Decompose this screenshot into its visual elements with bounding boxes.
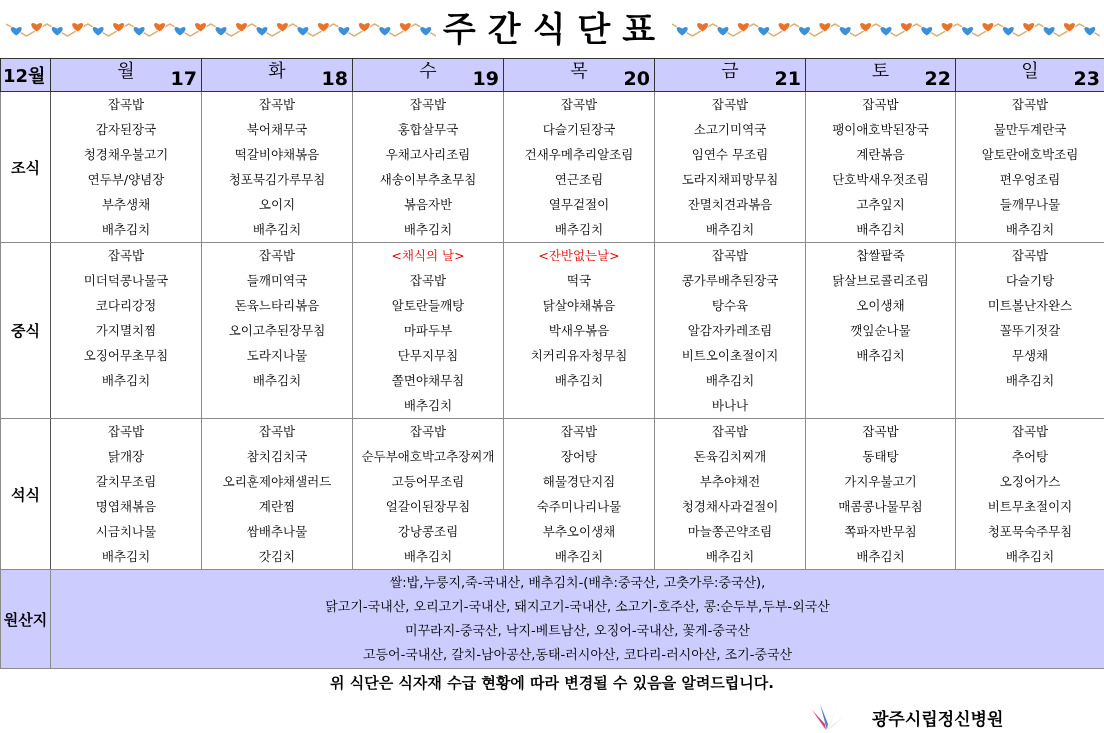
heart-icon	[1023, 23, 1035, 32]
menu-item: 오징어가스	[999, 474, 1061, 489]
menu-item: 부추오이생채	[542, 524, 616, 539]
heart-icon	[72, 23, 84, 32]
heart-icon	[113, 23, 125, 32]
day-date: 21	[774, 68, 801, 90]
menu-cell	[655, 419, 806, 570]
menu-item: 잡곡밥	[1011, 248, 1049, 263]
menu-item: 배추김치	[403, 222, 453, 237]
menu-item: 배추김치	[252, 373, 302, 388]
menu-item: 치커리유자청무침	[530, 348, 628, 363]
meal-row	[1, 243, 1104, 419]
menu-item: 깻잎순나물	[850, 323, 911, 338]
heart-icon	[338, 27, 350, 36]
menu-cell	[202, 92, 353, 243]
title-area	[0, 0, 1104, 58]
heart-icon	[195, 23, 207, 32]
menu-item: 잡곡밥	[107, 248, 145, 263]
menu-item: 명엽채볶음	[95, 499, 157, 514]
menu-item: 잡곡밥	[711, 248, 749, 263]
menu-item: 떡국	[566, 273, 592, 288]
heart-icon	[697, 23, 709, 32]
heart-icon	[1084, 27, 1096, 36]
menu-item: 강낭콩조림	[397, 524, 459, 539]
menu-item: 홍합살무국	[397, 122, 459, 137]
day-date: 19	[472, 68, 499, 90]
menu-item: <잔반없는날>	[538, 248, 620, 263]
menu-item: 계란찜	[258, 499, 296, 514]
heart-icon	[921, 27, 933, 36]
heart-icon	[860, 23, 872, 32]
menu-cell	[956, 243, 1104, 419]
menu-item: 미트볼난자완스	[987, 298, 1073, 313]
menu-item: 콩가루배추된장국	[681, 273, 779, 288]
day-name: 일	[1021, 61, 1039, 82]
menu-item: 들깨미역국	[246, 273, 308, 288]
menu-item: 북어채무국	[246, 122, 308, 137]
menu-item: 비트무초절이지	[987, 499, 1073, 514]
day-header	[51, 59, 202, 92]
heart-icon	[174, 27, 186, 36]
heart-icon	[297, 27, 309, 36]
menu-cell	[51, 243, 202, 419]
heart-icon	[236, 23, 248, 32]
menu-item: 임연수 무조림	[691, 147, 769, 162]
menu-item: 동태탕	[862, 449, 899, 464]
menu-item: 잡곡밥	[107, 424, 145, 439]
menu-item: 알토란들깨탕	[391, 298, 465, 313]
menu-item: 청경채사과겉절이	[681, 499, 779, 514]
menu-item: 장어탕	[560, 449, 598, 464]
menu-item: 코다리강정	[95, 298, 157, 313]
menu-item: 잡곡밥	[258, 97, 296, 112]
heart-icon	[215, 27, 227, 36]
menu-item: 소고기미역국	[693, 122, 767, 137]
menu-item: 배추김치	[856, 222, 905, 237]
menu-item: 미더덕콩나물국	[83, 273, 169, 288]
meal-label: 중식	[1, 243, 51, 419]
menu-item: 잡곡밥	[258, 424, 296, 439]
menu-cell	[655, 92, 806, 243]
day-date: 20	[623, 68, 650, 90]
origin-label: 원산지	[1, 570, 51, 669]
menu-cell	[956, 419, 1104, 570]
menu-item: 배추김치	[1005, 373, 1055, 388]
menu-item: 연근조림	[554, 172, 604, 187]
menu-item: 잡곡밥	[1011, 97, 1049, 112]
day-name: 목	[570, 61, 588, 82]
menu-cell	[504, 243, 655, 419]
heart-icon	[379, 27, 391, 36]
menu-item: 돈육느타리볶음	[234, 298, 320, 313]
menu-item: 청포묵김가루무침	[228, 172, 326, 187]
menu-item: 배추김치	[554, 373, 604, 388]
heart-icon	[982, 23, 994, 32]
menu-item: 청포묵숙주무침	[987, 524, 1073, 539]
menu-cell	[353, 92, 504, 243]
menu-item: 잡곡밥	[862, 97, 899, 112]
heart-icon	[277, 23, 289, 32]
menu-item: 배추김치	[101, 222, 151, 237]
day-header	[353, 59, 504, 92]
menu-cell	[353, 419, 504, 570]
heart-icon	[399, 23, 411, 32]
heart-icon	[819, 23, 831, 32]
menu-item: 볶음자반	[403, 197, 453, 212]
menu-item: 배추김치	[252, 222, 302, 237]
heart-icon	[1002, 27, 1014, 36]
menu-cell	[956, 92, 1104, 243]
menu-item: 고추잎지	[856, 197, 905, 212]
menu-item: 잡곡밥	[711, 424, 749, 439]
menu-item: 바나나	[711, 398, 749, 413]
menu-item: 단호박새우젓조림	[832, 172, 929, 187]
menu-item: 배추김치	[856, 348, 905, 363]
meal-row	[1, 92, 1104, 243]
menu-item: 잡곡밥	[1011, 424, 1049, 439]
menu-item: 얼갈이된장무침	[385, 499, 471, 514]
menu-item: 오징어무초무침	[83, 348, 169, 363]
menu-item: 배추김치	[554, 549, 604, 564]
day-header	[504, 59, 655, 92]
menu-cell	[806, 92, 956, 243]
menu-item: 찹쌀팥죽	[856, 248, 905, 263]
menu-item: 순두부애호박고추장찌개	[361, 449, 495, 464]
menu-cell	[353, 243, 504, 419]
menu-item: 다슬기탕	[1005, 273, 1055, 288]
meal-row	[1, 419, 1104, 570]
heart-icon	[92, 27, 104, 36]
menu-item: 배추김치	[856, 549, 905, 564]
notice-text: 위 식단은 식자재 수급 현황에 따라 변경될 수 있음을 알려드립니다.	[330, 674, 774, 692]
origin-text	[51, 570, 1104, 669]
menu-item: 연두부/양념장	[87, 172, 165, 187]
menu-item: 잡곡밥	[107, 97, 145, 112]
origin-line: 닭고기-국내산, 오리고기-국내산, 돼지고기-국내산, 소고기-호주산, 콩:순두부,두부-외국산	[325, 600, 830, 615]
menu-item: 가지우불고기	[844, 474, 917, 489]
menu-item: 알감자카레조림	[687, 323, 773, 338]
origin-line: 쌀:밥,누룽지,죽-국내산, 배추김치-(배추:중국산, 고춧가루:중국산),	[389, 576, 766, 591]
heart-icon	[880, 27, 892, 36]
day-name: 수	[419, 61, 437, 82]
menu-item: 열무겉절이	[548, 197, 610, 212]
menu-item: 팽이애호박된장국	[832, 122, 929, 137]
menu-item: 오이고추된장무침	[228, 323, 326, 338]
menu-item: 편우엉조림	[999, 172, 1061, 187]
day-date: 17	[170, 68, 197, 90]
menu-item: 쌈배추나물	[246, 524, 308, 539]
menu-item: 시금치나물	[95, 524, 157, 539]
menu-cell	[202, 243, 353, 419]
day-name: 토	[871, 61, 890, 82]
heart-icon	[358, 23, 370, 32]
menu-item: 닭개장	[107, 449, 145, 464]
menu-cell	[202, 419, 353, 570]
menu-item: 배추김치	[705, 222, 755, 237]
heart-icon	[941, 23, 953, 32]
menu-table	[0, 58, 1104, 669]
menu-item: 박새우볶음	[548, 323, 610, 338]
menu-item: 물만두계란국	[993, 122, 1067, 137]
menu-item: 해물경단지짐	[542, 474, 616, 489]
menu-item: 매콤콩나물무침	[838, 499, 923, 514]
menu-item: 잡곡밥	[862, 424, 899, 439]
menu-item: 청경채우불고기	[83, 147, 169, 162]
menu-item: 떡갈비야채볶음	[234, 147, 320, 162]
menu-item: 잡곡밥	[560, 97, 598, 112]
menu-item: 참치김치국	[246, 449, 308, 464]
menu-item: 단무지무침	[397, 348, 459, 363]
meal-label: 석식	[1, 419, 51, 570]
menu-item: 갈치무조림	[95, 474, 157, 489]
menu-item: 마파두부	[403, 323, 453, 338]
day-header	[202, 59, 353, 92]
menu-item: 부추생채	[101, 197, 151, 212]
day-header	[655, 59, 806, 92]
menu-item: 갓김치	[258, 549, 296, 564]
heart-icon	[51, 27, 63, 36]
menu-cell	[806, 419, 956, 570]
heart-icon	[717, 27, 729, 36]
heart-icon	[962, 27, 974, 36]
menu-cell	[51, 419, 202, 570]
menu-item: 들깨무나물	[999, 197, 1061, 212]
menu-item: 잡곡밥	[560, 424, 598, 439]
menu-cell	[504, 92, 655, 243]
menu-item: 배추김치	[403, 398, 453, 413]
menu-item: 부추야채전	[699, 474, 761, 489]
heart-icon	[900, 23, 912, 32]
menu-item: 오이지	[258, 197, 296, 212]
menu-item: 도라지나물	[246, 348, 308, 363]
menu-item: 잡곡밥	[711, 97, 749, 112]
heart-icon	[31, 23, 43, 32]
menu-item: 고등어무조림	[391, 474, 465, 489]
heart-icon	[154, 23, 166, 32]
menu-item: 알토란애호박조림	[981, 147, 1079, 162]
heart-icon	[799, 27, 811, 36]
day-header	[806, 59, 956, 92]
menu-item: 잡곡밥	[409, 97, 447, 112]
heart-garland-right-icon	[672, 10, 1100, 50]
page-title: 주간식단표	[442, 10, 668, 50]
menu-item: 우채고사리조림	[385, 147, 471, 162]
menu-item: 닭살야채볶음	[542, 298, 616, 313]
heart-garland-left-icon	[6, 10, 436, 50]
menu-cell	[51, 92, 202, 243]
menu-item: 잡곡밥	[409, 273, 447, 288]
heart-icon	[1043, 27, 1055, 36]
menu-item: 가지멸치찜	[95, 323, 157, 338]
day-date: 18	[321, 68, 348, 90]
menu-item: 새송이부추초무침	[379, 172, 477, 187]
menu-item: 쪽파자반무침	[844, 524, 917, 539]
menu-item: 추어탕	[1011, 449, 1049, 464]
origin-row	[1, 570, 1104, 669]
menu-item: 돈육김치찌개	[693, 449, 767, 464]
hospital-name: 광주시립정신병원	[872, 710, 1004, 730]
menu-item: 잡곡밥	[409, 424, 447, 439]
menu-item: 배추김치	[554, 222, 604, 237]
menu-item: 다슬기된장국	[542, 122, 616, 137]
menu-item: 숙주미나리나물	[536, 499, 622, 514]
menu-item: 건새우메추리알조림	[524, 147, 634, 162]
menu-item: 무생채	[1011, 348, 1049, 363]
heart-icon	[737, 23, 749, 32]
menu-item: 배추김치	[403, 549, 453, 564]
heart-icon	[10, 27, 22, 36]
heart-icon	[758, 27, 770, 36]
menu-item: 배추김치	[705, 373, 755, 388]
origin-line: 고등어-국내산, 갈치-남아공산,동태-러시아산, 코다리-러시아산, 조기-중국산	[362, 648, 793, 663]
menu-item: 닭살브로콜리조림	[832, 273, 929, 288]
menu-item: 배추김치	[1005, 549, 1055, 564]
menu-item: 오리훈제야채샐러드	[222, 474, 332, 489]
menu-item: 잡곡밥	[258, 248, 296, 263]
heart-icon	[133, 27, 145, 36]
menu-item: 꼴뚜기젓갈	[999, 323, 1061, 338]
menu-item: 도라지채피망무침	[681, 172, 779, 187]
heart-icon	[420, 27, 432, 36]
menu-item: <채식의 날>	[391, 248, 465, 263]
day-date: 22	[924, 68, 951, 90]
month-label: 12월	[1, 59, 51, 92]
menu-item: 탕수육	[711, 298, 749, 313]
origin-line: 미꾸라지-중국산, 낙지-베트남산, 오징어-국내산, 꽃게-중국산	[405, 624, 750, 639]
menu-cell	[655, 243, 806, 419]
day-name: 금	[721, 61, 739, 82]
heart-icon	[1064, 23, 1076, 32]
hospital-logo-icon	[810, 702, 846, 732]
footer	[810, 700, 1104, 733]
menu-item: 비트오이초절이지	[681, 348, 779, 363]
heart-icon	[317, 23, 329, 32]
heart-icon	[256, 27, 268, 36]
menu-cell	[806, 243, 956, 419]
menu-item: 배추김치	[101, 373, 151, 388]
menu-cell	[504, 419, 655, 570]
meal-label: 조식	[1, 92, 51, 243]
heart-icon	[676, 27, 688, 36]
menu-item: 계란볶음	[856, 147, 905, 162]
menu-item: 잔멸치견과볶음	[687, 197, 773, 212]
menu-item: 배추김치	[1005, 222, 1055, 237]
menu-item: 마늘쫑곤약조림	[687, 524, 773, 539]
day-name: 월	[117, 61, 135, 82]
heart-icon	[839, 27, 851, 36]
menu-item: 감자된장국	[95, 122, 157, 137]
menu-item: 오이생채	[856, 298, 905, 313]
menu-item: 배추김치	[705, 549, 755, 564]
header-row	[1, 59, 1104, 92]
heart-icon	[778, 23, 790, 32]
day-name: 화	[268, 61, 286, 82]
day-date: 23	[1073, 68, 1100, 90]
menu-item: 배추김치	[101, 549, 151, 564]
day-header	[956, 59, 1104, 92]
menu-item: 쫄면야채무침	[391, 373, 465, 388]
